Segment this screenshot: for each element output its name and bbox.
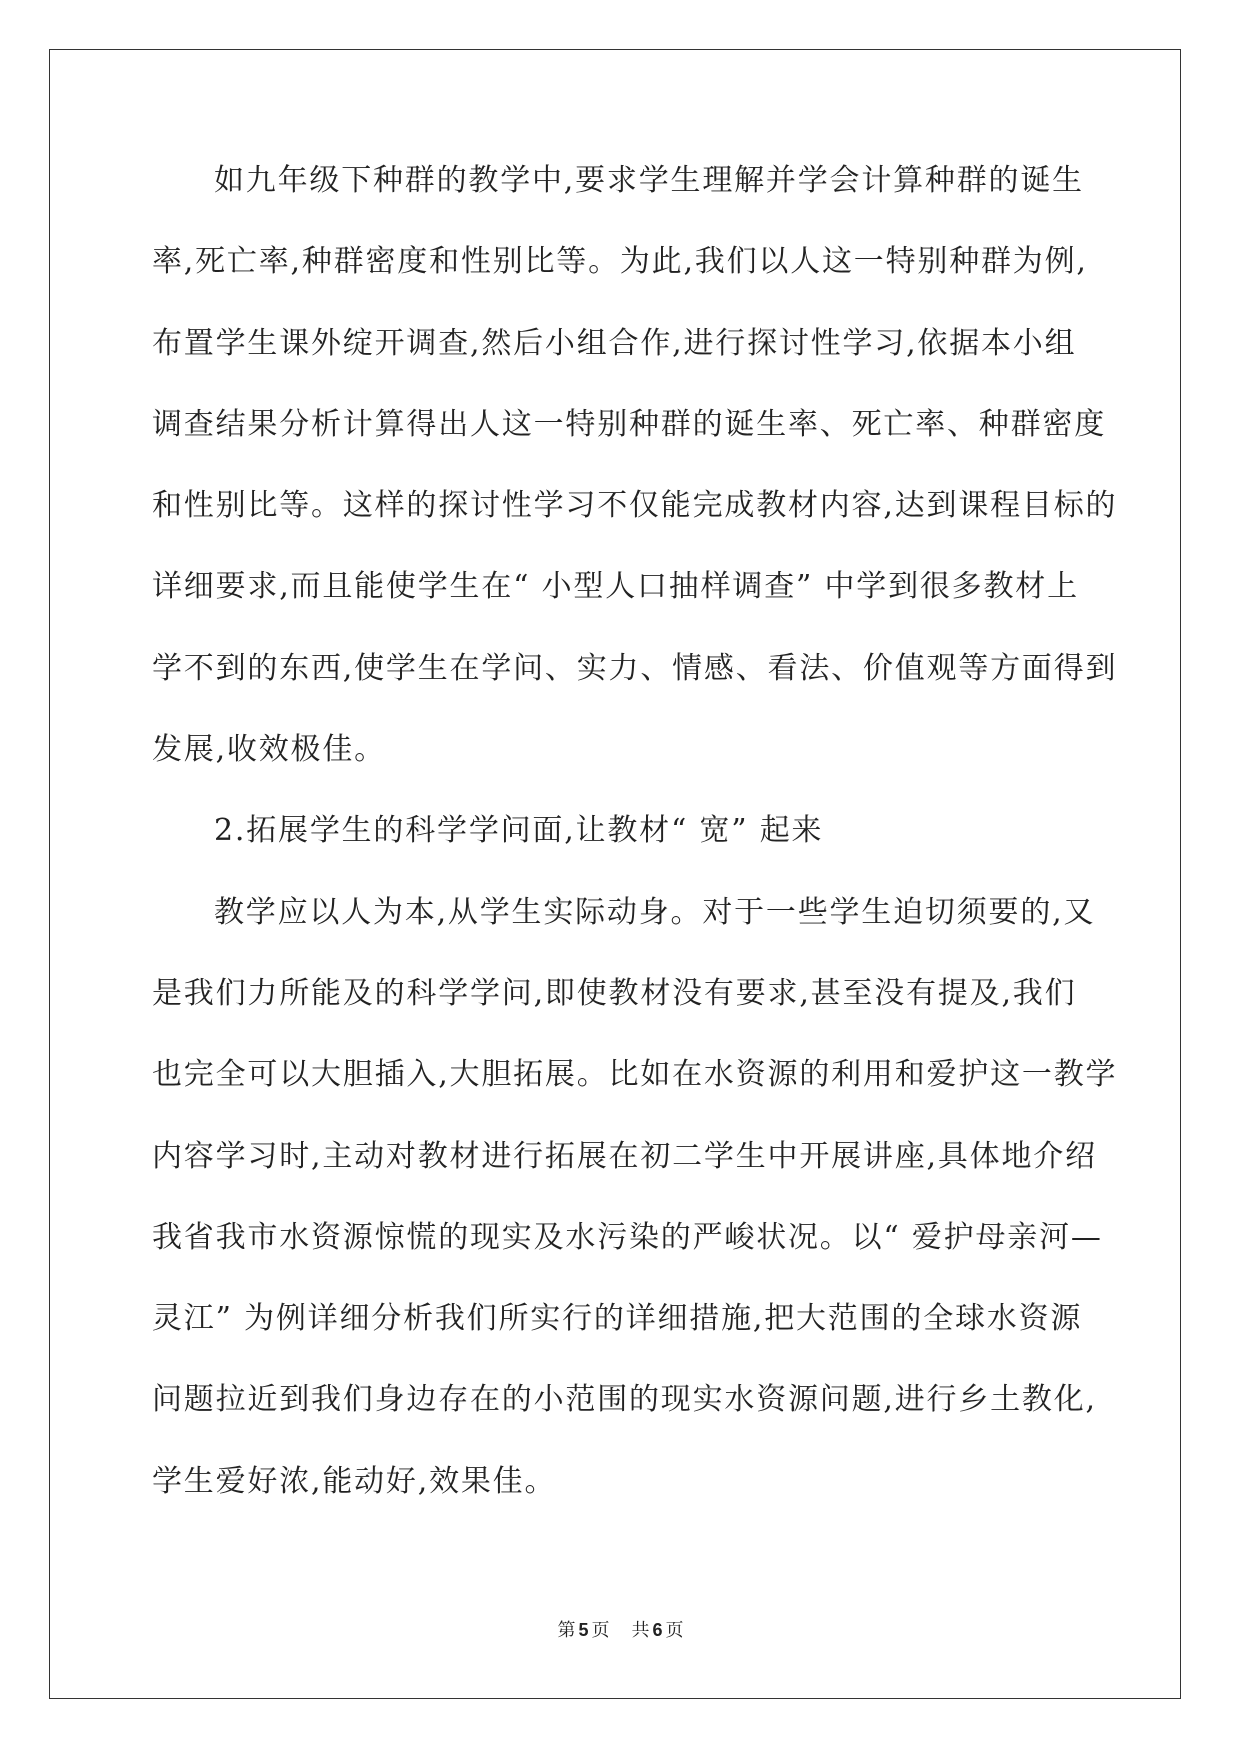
paragraph-1-line-6: 详细要求,而且能使学生在“ 小型人口抽样调查” 中学到很多教材上 <box>152 569 1079 605</box>
total-pages-suffix: 页 <box>665 1620 684 1641</box>
paragraph-2-line-4: 内容学习时,主动对教材进行拓展在初二学生中开展讲座,具体地介绍 <box>152 1138 1097 1174</box>
paragraph-2-line-1: 教学应以人为本,从学生实际动身。对于一些学生迫切须要的,又 <box>214 894 1096 930</box>
paragraph-2-line-8: 学生爱好浓,能动好,效果佳。 <box>152 1463 557 1499</box>
paragraph-2-line-5: 我省我市水资源惊慌的现实及水污染的严峻状况。以“ 爱护母亲河— <box>152 1219 1103 1255</box>
paragraph-1-line-8: 发展,收效极佳。 <box>152 732 386 768</box>
total-pages-number: 6 <box>652 1620 663 1640</box>
document-body <box>152 161 1118 1543</box>
paragraph-2-line-3: 也完全可以大胆插入,大胆拓展。比如在水资源的利用和爱护这一教学 <box>152 1057 1118 1093</box>
paragraph-2-line-6: 灵江” 为例详细分析我们所实行的详细措施,把大范围的全球水资源 <box>152 1301 1083 1337</box>
paragraph-1-line-1: 如九年级下种群的教学中,要求学生理解并学会计算种群的诞生 <box>214 163 1084 198</box>
page-footer <box>0 1618 1241 1643</box>
paragraph-2-line-2: 是我们力所能及的科学学问,即使教材没有要求,甚至没有提及,我们 <box>152 975 1077 1011</box>
section-heading: 2.拓展学生的科学学问面,让教材“ 宽” 起来 <box>214 813 824 849</box>
page-number-suffix: 页 <box>591 1620 610 1641</box>
paragraph-1-line-5: 和性别比等。这样的探讨性学习不仅能完成教材内容,达到课程目标的 <box>152 488 1118 524</box>
current-page-number: 5 <box>578 1620 589 1640</box>
paragraph-1-line-4: 调查结果分析计算得出人这一特别种群的诞生率、死亡率、种群密度 <box>152 406 1106 442</box>
paragraph-1-line-3: 布置学生课外绽开调查,然后小组合作,进行探讨性学习,依据本小组 <box>152 325 1077 361</box>
page-number-prefix: 第 <box>557 1620 576 1641</box>
paragraph-2-line-7: 问题拉近到我们身边存在的小范围的现实水资源问题,进行乡土教化, <box>152 1382 1097 1418</box>
total-pages-prefix: 共 <box>631 1620 650 1641</box>
paragraph-1-line-7: 学不到的东西,使学生在学问、实力、情感、看法、价值观等方面得到 <box>152 650 1118 686</box>
paragraph-1-line-2: 率,死亡率,种群密度和性别比等。为此,我们以人这一特别种群为例, <box>152 244 1088 280</box>
